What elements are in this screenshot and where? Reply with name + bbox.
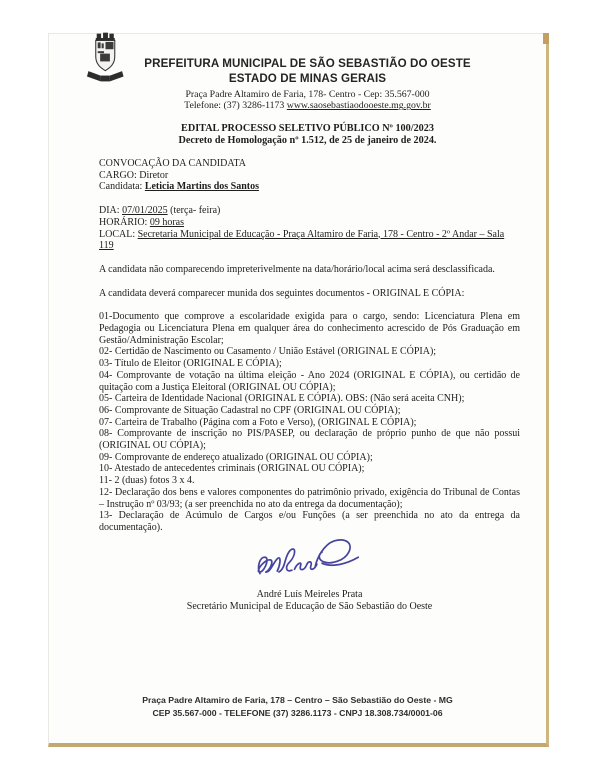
document-list-item: 03- Título de Eleitor (ORIGINAL E CÓPIA); (99, 358, 282, 370)
page-edge-corner (543, 33, 549, 44)
notice-bring-docs: A candidata deverá comparecer munida dos seguintes documentos - ORIGINAL E CÓPIA: (99, 287, 465, 299)
footer (49, 694, 546, 720)
signatory-name: André Luís Meireles Prata (256, 589, 363, 600)
footer-address: Praça Padre Altamiro de Faria, 178 – Centro – São Sebastião do Oeste - MG (142, 695, 453, 705)
document-list-item: 12- Declaração dos bens e valores componentes do patrimônio privado, exigência do Tribunal de Contas – Instrução nº 03/93; (a ser preenchida no ato da entrega da documentação); (99, 486, 520, 510)
document-list-item: 01-Documento que comprove a escolaridade exigida para o cargo, sendo: Licenciatura Plena em Pedagogia ou Licenciatura Plena em qualquer área do conhecimento acrescido de Pós Graduação em Gestão/Administração Escolar; (99, 311, 520, 346)
horario-line (99, 217, 520, 229)
document-list-item: 11- 2 (duas) fotos 3 x 4. (99, 475, 195, 487)
local-label: LOCAL: (99, 228, 138, 240)
footer-cep-cnpj: CEP 35.567-000 - TELEFONE (37) 3286.1173 - CNPJ 18.308.734/0001-06 (152, 708, 443, 718)
document-page (48, 33, 549, 747)
horario-value: 09 horas (149, 216, 185, 228)
signature-block (99, 534, 520, 613)
notice-no-show: A candidata não comparecendo impreterivelmente na data/horário/local acima será desclassificada. (99, 263, 495, 275)
dia-line (99, 205, 520, 217)
municipality-name: PREFEITURA MUNICIPAL DE SÃO SEBASTIÃO DO OESTE (144, 57, 471, 70)
address-line: Praça Padre Altamiro de Faria, 178- Centro - Cep: 35.567-000 (185, 89, 430, 100)
document-list-item: 10- Atestado de antecedentes criminais (ORIGINAL OU CÓPIA); (99, 463, 365, 475)
letterhead (119, 56, 496, 147)
document-list-item: 05- Carteira de Identidade Nacional (ORIGINAL E CÓPIA). OBS: (Não será aceita CNH); (99, 393, 465, 405)
phone-line (119, 100, 496, 111)
document-body (99, 158, 520, 534)
horario-label: HORÁRIO: (99, 216, 150, 228)
local-line (99, 229, 520, 252)
website-link: www.saosebastiaodooeste.mg.gov.br (286, 100, 431, 112)
edital-decree: Decreto de Homologação nº 1.512, de 25 de janeiro de 2024. (178, 134, 437, 146)
edital-title: EDITAL PROCESSO SELETIVO PÚBLICO Nº 100/2023 (181, 122, 434, 134)
document-list-item: 09- Comprovante de endereço atualizado (ORIGINAL OU CÓPIA); (99, 451, 373, 463)
candidata-name: Leticia Martins dos Santos (144, 181, 259, 193)
document-list-item: 06- Comprovante de Situação Cadastral no CPF (ORIGINAL OU CÓPIA); (99, 404, 401, 416)
phone-number: Telefone: (37) 3286-1173 (184, 100, 287, 112)
signatory-role: Secretário Municipal de Educação de São Sebastião do Oeste (186, 601, 433, 612)
document-list-item: 13- Declaração de Acúmulo de Cargos e/ou Funções (a ser preenchida no ato da entrega da documentação). (99, 510, 520, 533)
dia-suffix: (terça- feira) (167, 205, 221, 217)
dia-value: 07/01/2025 (122, 205, 168, 217)
document-list-item: 08- Comprovante de inscrição no PIS/PASEP, ou declaração de próprio punho de que não possui (ORIGINAL OU CÓPIA); (99, 428, 520, 452)
document-list-item: 04- Comprovante de votação na última eleição - Ano 2024 (ORIGINAL E CÓPIA), ou certidão de quitação com a Justiça Eleitoral (ORIGINAL OU CÓPIA); (99, 369, 520, 393)
document-list-item: 07- Carteira de Trabalho (Página com a Foto e Verso), (ORIGINAL E CÓPIA); (99, 416, 417, 428)
document-list-item: 02- Certidão de Nascimento ou Casamento / União Estável (ORIGINAL E CÓPIA); (99, 346, 437, 358)
convocation-title: CONVOCAÇÃO DA CANDIDATA (99, 158, 246, 169)
candidata-line (99, 181, 520, 193)
state-name: ESTADO DE MINAS GERAIS (228, 72, 387, 85)
documents-list (99, 311, 520, 533)
signature-scribble (244, 534, 376, 584)
candidata-label: Candidata: (99, 181, 145, 193)
cargo-line: CARGO: Diretor (99, 169, 169, 181)
dia-label: DIA: (99, 205, 123, 217)
local-value: Secretaria Municipal de Educação - Praça Altamiro de Faria, 178 - Centro - 2º Andar – Sala 119 (99, 228, 505, 252)
